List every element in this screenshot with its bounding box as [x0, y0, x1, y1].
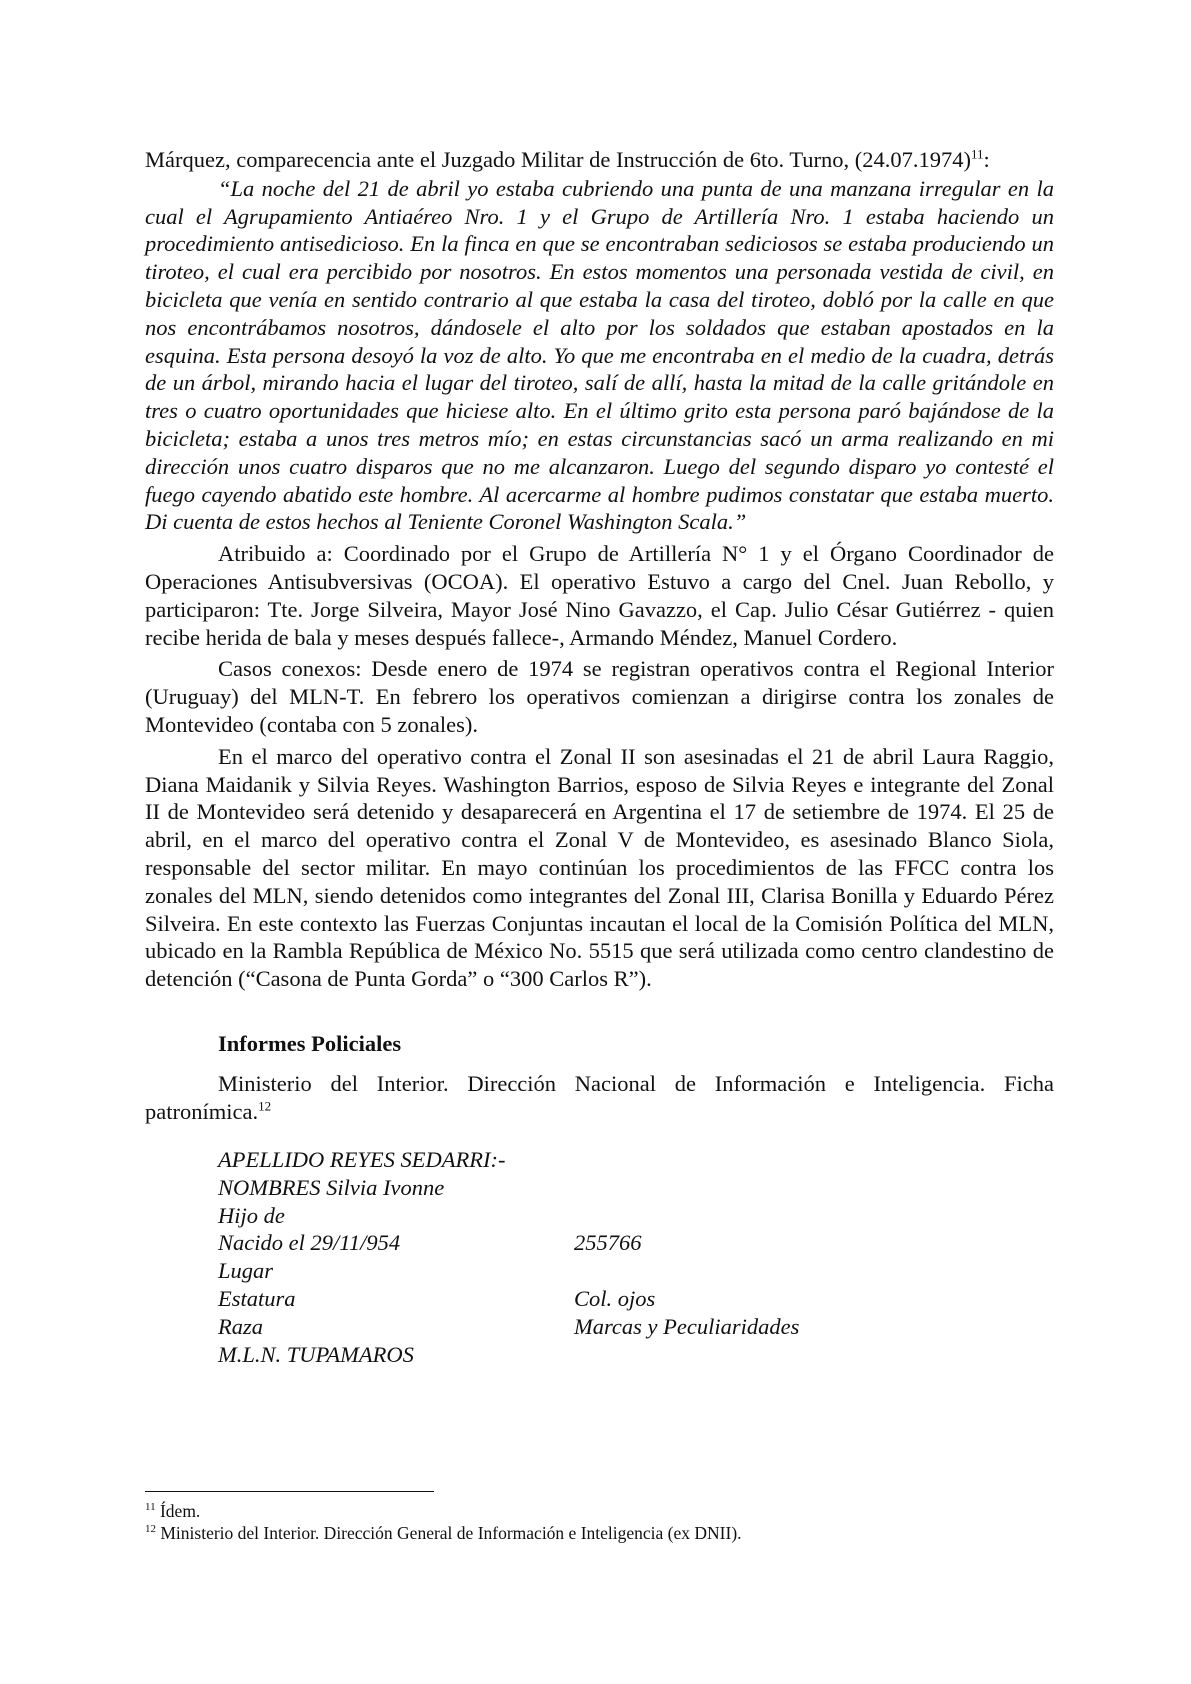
footnote-ref-12: 12 — [258, 1098, 272, 1114]
footnote-text: Ídem. — [155, 1501, 201, 1521]
section-informes — [145, 1030, 1054, 1125]
ficha-row — [218, 1146, 799, 1174]
intro-paragraph — [145, 146, 1054, 174]
ficha-value: Col. ojos — [574, 1285, 656, 1311]
ficha-intro — [145, 1070, 1054, 1126]
ficha-label: Raza — [218, 1313, 263, 1339]
paragraph-casos-conexos: Casos conexos: Desde enero de 1974 se registran operativos contra el Regional Interior (Uruguay) del MLN-T. En febrero los operativos comienzan a dirigirse contra los zonales de Montevideo (contaba con 5 zonales). — [145, 656, 1054, 737]
ficha-value: Marcas y Peculiaridades — [574, 1313, 800, 1339]
ficha-label: Nacido el 29/11/954 — [218, 1230, 401, 1256]
ficha-patronimica — [218, 1146, 799, 1368]
paragraph-atribuido: Atribuido a: Coordinado por el Grupo de Artillería N° 1 y el Órgano Coordinador de Operaciones Antisubversivas (OCOA). El operativo Estuvo a cargo del Cnel. Juan Rebollo, y participaron: Tte. Jorge Silveira, Mayor José Nino Gavazzo, el Cap. Julio César Gutiérrez - quien recibe herida de bala y meses después fallece-, Armando Méndez, Manuel Cordero. — [145, 541, 1054, 650]
ficha-intro-text: Ministerio del Interior. Dirección Nacional de Información e Inteligencia. Ficha patronímica. — [145, 1070, 1054, 1124]
ficha-row — [218, 1202, 799, 1230]
footnote-11 — [145, 1500, 200, 1522]
intro-text: Márquez, comparecencia ante el Juzgado Militar de Instrucción de 6to. Turno, (24.07.1974) — [145, 147, 972, 172]
ficha-label: APELLIDO REYES SEDARRI:- — [218, 1147, 506, 1172]
intro-tail: : — [983, 147, 990, 172]
ficha-row — [218, 1257, 799, 1285]
footnote-number: 11 — [145, 1501, 156, 1514]
ficha-row — [218, 1174, 799, 1202]
ficha-value: 255766 — [574, 1230, 642, 1256]
footnote-number: 12 — [145, 1523, 156, 1536]
ficha-label: M.L.N. TUPAMAROS — [218, 1341, 414, 1367]
ficha-label: Hijo de — [218, 1202, 285, 1228]
ficha-row — [218, 1341, 799, 1369]
footnote-divider — [145, 1491, 434, 1492]
ficha-row — [218, 1285, 799, 1313]
ficha-label: Lugar — [218, 1258, 274, 1284]
footnote-12 — [145, 1522, 742, 1544]
ficha-label: Estatura — [218, 1285, 296, 1311]
ficha-row — [218, 1313, 799, 1341]
section-heading: Informes Policiales — [218, 1031, 402, 1056]
ficha-row — [218, 1229, 799, 1257]
main-text — [145, 146, 1054, 993]
ficha-label: NOMBRES Silvia Ivonne — [218, 1174, 445, 1200]
footnote-text: Ministerio del Interior. Dirección General de Información e Inteligencia (ex DNII). — [156, 1523, 742, 1543]
testimony-quote: “La noche del 21 de abril yo estaba cubriendo una punta de una manzana irregular en la cual el Agrupamiento Antiaéreo Nro. 1 y el Grupo de Artillería Nro. 1 estaba haciendo un procedimiento antisedicioso. En la finca en que se encontraban sediciosos se estaba produciendo un tiroteo, el cual era percibido por nosotros. En estos momentos una personada vestida de civil, en bicicleta que venía en sentido contrario al que estaba la casa del tiroteo, dobló por la calle en que nos encontrábamos nosotros, dándosele el alto por los soldados que estaban apostados en la esquina. Esta persona desoyó la voz de alto. Yo que me encontraba en el medio de la cuadra, detrás de un árbol, mirando hacia el lugar del tiroteo, salí de allí, hasta la mitad de la calle gritándole en tres o cuatro oportunidades que hiciese alto. En el último grito esta persona paró bajándose de la bicicleta; estaba a unos tres metros mío; en estas circunstancias sacó un arma realizando en mi dirección unos cuatro disparos que no me alcanzaron. Luego del segundo disparo yo contesté el fuego cayendo abatido este hombre. Al acercarme al hombre pudimos constatar que estaba muerto. Di cuenta de estos hechos al Teniente Coronel Washington Scala.” — [145, 175, 1054, 535]
paragraph-zonal-ii: En el marco del operativo contra el Zonal II son asesinadas el 21 de abril Laura Raggio, Diana Maidanik y Silvia Reyes. Washington Barrios, esposo de Silvia Reyes e integrante del Zonal II de Montevideo será detenido y desaparecerá en Argentina el 17 de setiembre de 1974. El 25 de abril, en el marco del operativo contra el Zonal V de Montevideo, es asesinado Blanco Siola, responsable del sector militar. En mayo continúan los procedimientos de las FFCC contra los zonales del MLN, siendo detenidos como integrantes del Zonal III, Clarisa Bonilla y Eduardo Pérez Silveira. En este contexto las Fuerzas Conjuntas incautan el local de la Comisión Política del MLN, ubicado en la Rambla República de México No. 5515 que será utilizada como centro clandestino de detención (“Casona de Punta Gorda” o “300 Carlos R”). — [145, 743, 1054, 992]
footnote-ref-11: 11 — [971, 146, 984, 162]
